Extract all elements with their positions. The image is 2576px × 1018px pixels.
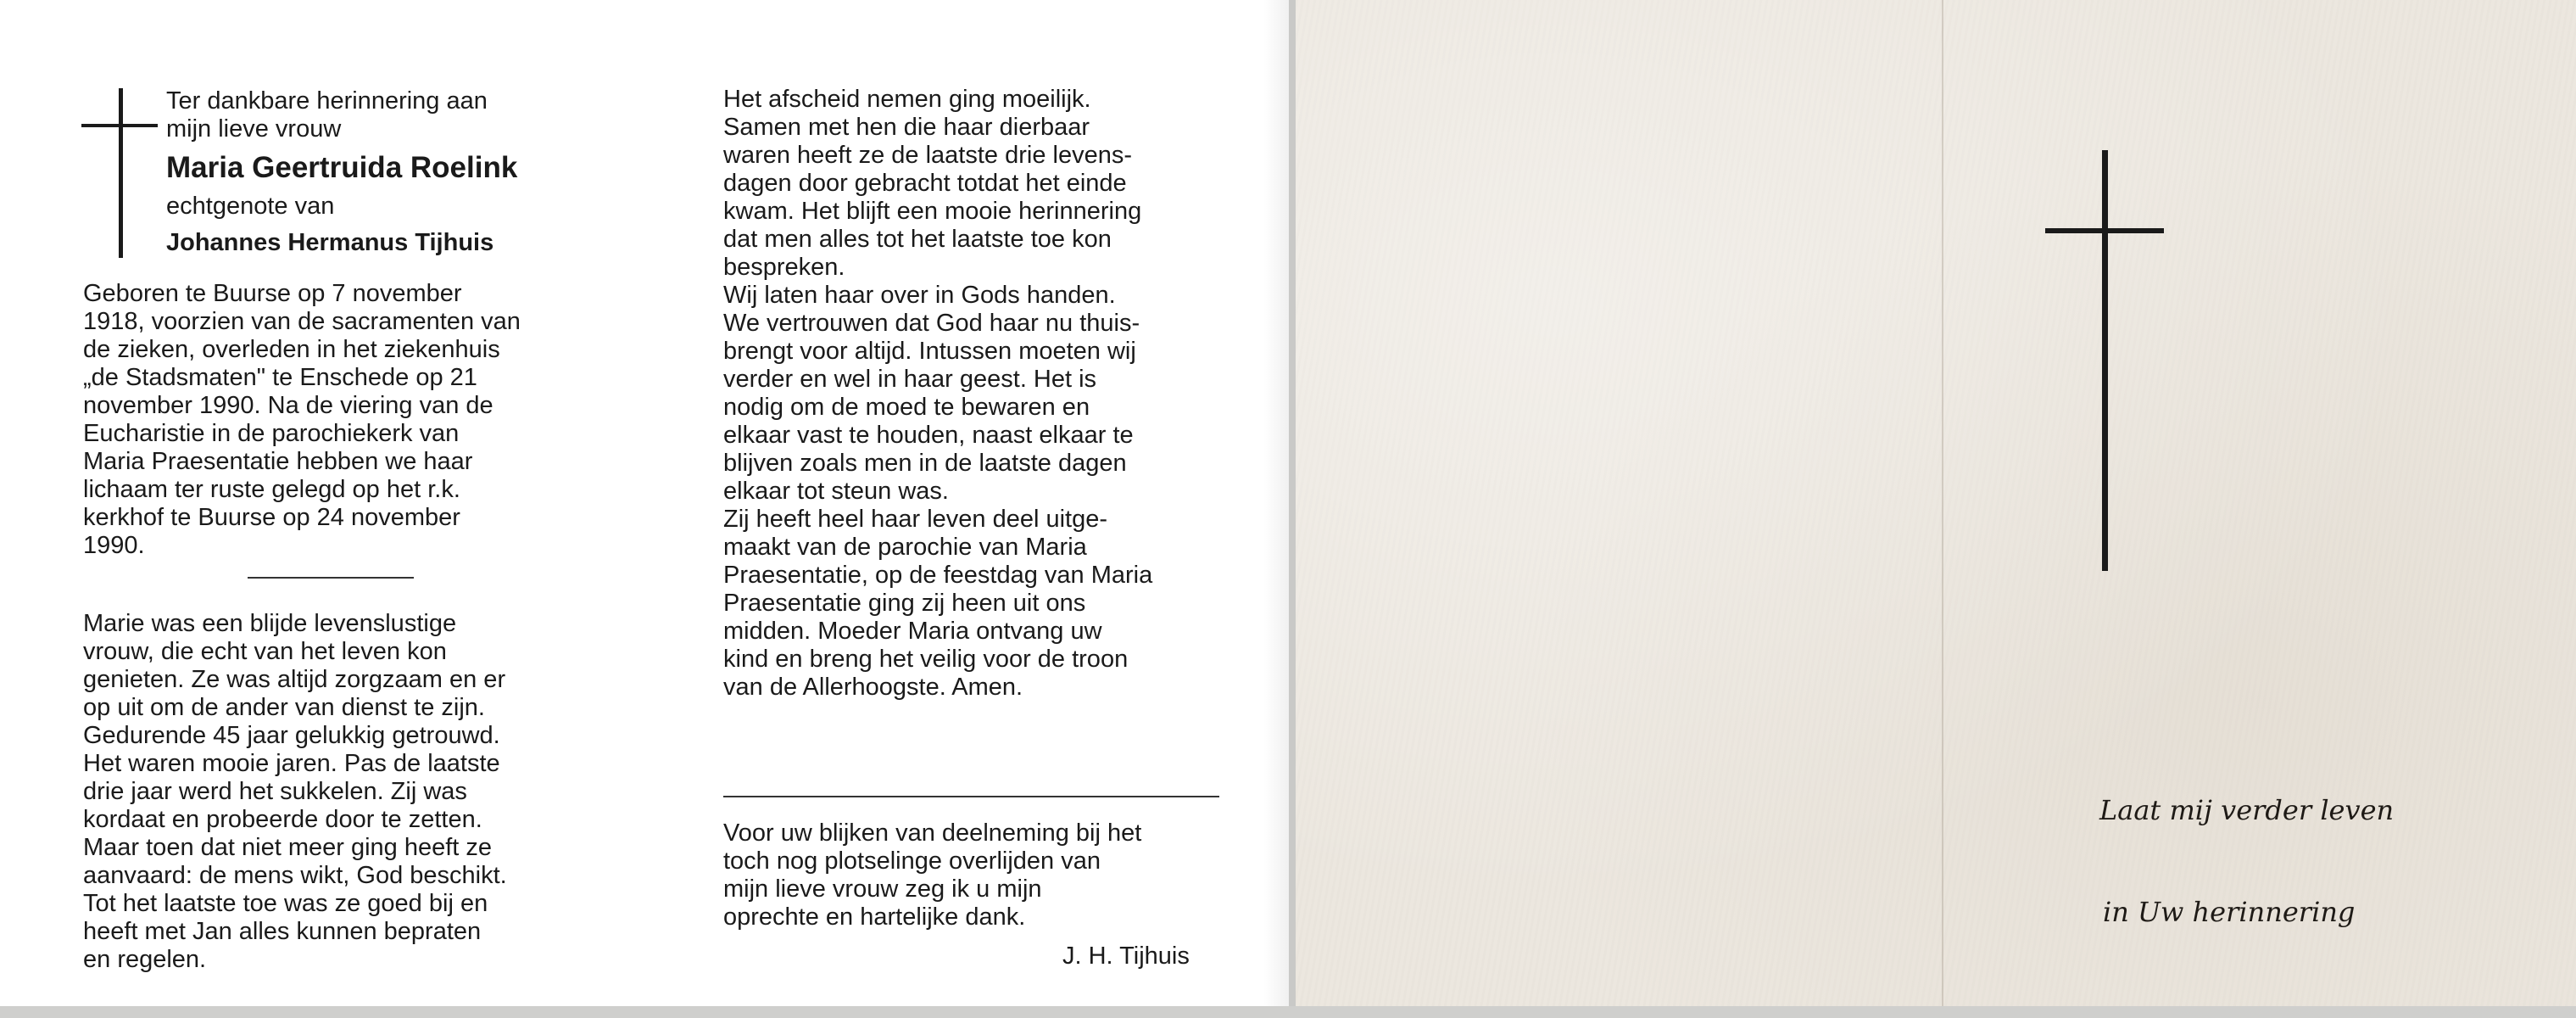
farewell-line: dat men alles tot het laatste toe kon bbox=[723, 226, 1112, 253]
biography-line: „de Stadsmaten" te Enschede op 21 bbox=[83, 364, 477, 391]
thanks-line: toch nog plotselinge overlijden van bbox=[723, 847, 1101, 875]
thanks-line: mijn lieve vrouw zeg ik u mijn bbox=[723, 875, 1042, 903]
thanks-line: Voor uw blijken van deelneming bij het bbox=[723, 819, 1142, 847]
memory-line: aanvaard: de mens wikt, God beschikt. bbox=[83, 862, 507, 889]
memory-line: en regelen. bbox=[83, 946, 207, 973]
farewell-line: midden. Moeder Maria ontvang uw bbox=[723, 618, 1102, 645]
farewell-line: Wij laten haar over in Gods handen. bbox=[723, 282, 1116, 309]
memory-line: Marie was een blijde levenslustige bbox=[83, 610, 457, 637]
motto-line-2: in Uw herinnering bbox=[2103, 896, 2356, 928]
cross-icon-small-bar bbox=[81, 124, 158, 127]
memory-line: heeft met Jan alles kunnen bepraten bbox=[83, 918, 482, 945]
farewell-line: Praesentatie ging zij heen uit ons bbox=[723, 590, 1086, 617]
farewell-line: verder en wel in haar geest. Het is bbox=[723, 366, 1097, 393]
bottom-edge bbox=[0, 1006, 2576, 1018]
farewell-line: maakt van de parochie van Maria bbox=[723, 534, 1087, 561]
card-gap bbox=[1289, 0, 1296, 1018]
memory-line: Het waren mooie jaren. Pas de laatste bbox=[83, 750, 500, 777]
farewell-line: brengt voor altijd. Intussen moeten wij bbox=[723, 338, 1136, 365]
farewell-line: kwam. Het blijft een mooie herinnering bbox=[723, 198, 1142, 225]
biography-line: Geboren te Buurse op 7 november bbox=[83, 280, 462, 307]
farewell-line: Het afscheid nemen ging moeilijk. bbox=[723, 86, 1091, 113]
signature: J. H. Tijhuis bbox=[1062, 942, 1190, 970]
memory-line: Tot het laatste toe was ze goed bij en bbox=[83, 890, 488, 917]
farewell-line: Samen met hen die haar dierbaar bbox=[723, 114, 1090, 141]
motto-line-1: Laat mij verder leven bbox=[2099, 794, 2395, 826]
memory-line: drie jaar werd het sukkelen. Zij was bbox=[83, 778, 467, 805]
memory-line: genieten. Ze was altijd zorgzaam en er bbox=[83, 666, 506, 693]
deceased-name: Maria Geertruida Roelink bbox=[166, 151, 518, 184]
fold-line bbox=[1942, 0, 1943, 1006]
farewell-line: bespreken. bbox=[723, 254, 845, 281]
biography-line: 1990. bbox=[83, 532, 145, 559]
intro-line-2: mijn lieve vrouw bbox=[166, 115, 342, 143]
page-shadow bbox=[1263, 0, 1289, 1018]
farewell-line: blijven zoals men in de laatste dagen bbox=[723, 450, 1127, 477]
farewell-line: nodig om de moed te bewaren en bbox=[723, 394, 1090, 421]
biography-line: de zieken, overleden in het ziekenhuis bbox=[83, 336, 500, 363]
farewell-line: waren heeft ze de laatste drie levens- bbox=[723, 142, 1132, 169]
farewell-line: We vertrouwen dat God haar nu thuis- bbox=[723, 310, 1140, 337]
relation-label: echtgenote van bbox=[166, 193, 335, 220]
farewell-line: elkaar tot steun was. bbox=[723, 478, 949, 505]
cross-icon-large-bar bbox=[2045, 228, 2164, 233]
memory-line: vrouw, die echt van het leven kon bbox=[83, 638, 447, 665]
memory-line: op uit om de ander van dienst te zijn. bbox=[83, 694, 485, 721]
memory-line: Gedurende 45 jaar gelukkig getrouwd. bbox=[83, 722, 500, 749]
farewell-line: Praesentatie, op de feestdag van Maria bbox=[723, 562, 1153, 589]
biography-line: kerkhof te Buurse op 24 november bbox=[83, 504, 460, 531]
memory-line: Maar toen dat niet meer ging heeft ze bbox=[83, 834, 493, 861]
cover-page bbox=[1296, 0, 2576, 1006]
intro-line-1: Ter dankbare herinnering aan bbox=[166, 87, 488, 115]
biography-line: Eucharistie in de parochiekerk van bbox=[83, 420, 460, 447]
spouse-name: Johannes Hermanus Tijhuis bbox=[166, 229, 494, 256]
farewell-line: van de Allerhoogste. Amen. bbox=[723, 674, 1023, 701]
farewell-line: dagen door gebracht totdat het einde bbox=[723, 170, 1127, 197]
cross-icon-small bbox=[119, 88, 123, 258]
cross-icon-large bbox=[2102, 150, 2108, 571]
biography-line: Maria Praesentatie hebben we haar bbox=[83, 448, 473, 475]
divider bbox=[248, 577, 414, 579]
thanks-line: oprechte en hartelijke dank. bbox=[723, 903, 1026, 931]
farewell-line: Zij heeft heel haar leven deel uitge- bbox=[723, 506, 1108, 533]
farewell-line: elkaar vast te houden, naast elkaar te bbox=[723, 422, 1134, 449]
biography-line: lichaam ter ruste gelegd op het r.k. bbox=[83, 476, 460, 503]
divider-thanks bbox=[723, 796, 1219, 797]
memory-line: kordaat en probeerde door te zetten. bbox=[83, 806, 482, 833]
biography-line: 1918, voorzien van de sacramenten van bbox=[83, 308, 521, 335]
biography-line: november 1990. Na de viering van de bbox=[83, 392, 493, 419]
farewell-line: kind en breng het veilig voor de troon bbox=[723, 646, 1129, 673]
